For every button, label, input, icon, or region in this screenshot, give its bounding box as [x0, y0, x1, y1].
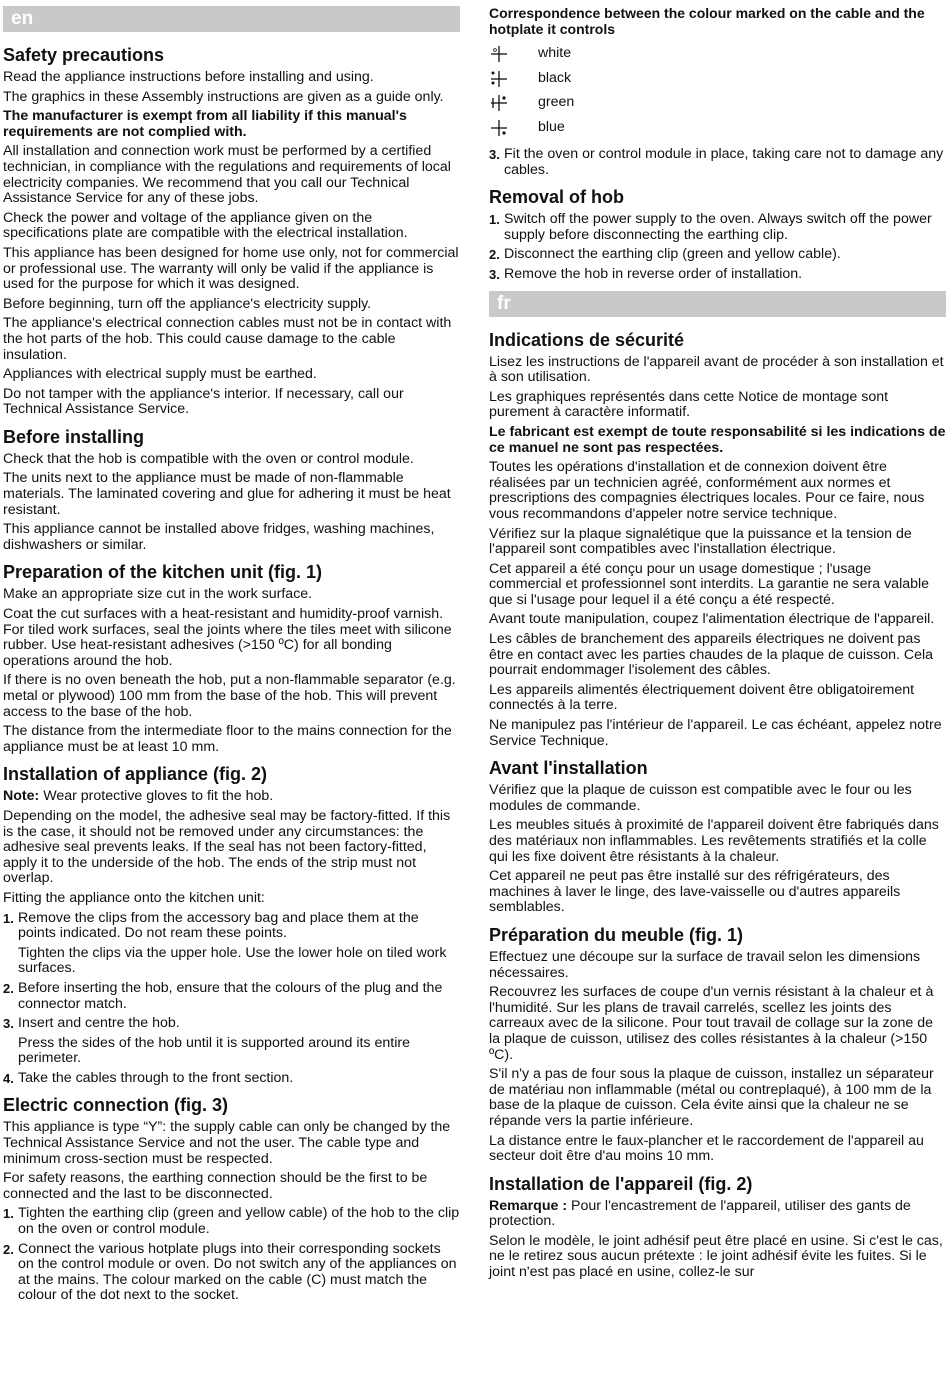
- list-item: [3, 1206, 460, 1237]
- step-subtext: Press the sides of the hob until it is supported around its entire perimeter.: [18, 1034, 410, 1067]
- right-column: [489, 6, 946, 1289]
- liability-notice: Le fabricant est exempt de toute responsabilité si les indications de ce manuel ne sont pas respectées.: [489, 423, 946, 456]
- section-title: Installation de l'appareil (fig. 2): [489, 1173, 753, 1194]
- list-item: [3, 1016, 460, 1032]
- installation-section: [3, 763, 460, 1086]
- paragraph: The units next to the appliance must be made of non-flammable materials. The laminated covering and glue for adhering it must be heat resistant.: [3, 470, 451, 518]
- step-subtext: Tighten the clips via the upper hole. Use the lower hole on tiled work surfaces.: [18, 944, 447, 977]
- note-label: Remarque :: [489, 1197, 568, 1214]
- section-title: Installation of appliance (fig. 2): [3, 764, 268, 785]
- list-item: [3, 1071, 460, 1087]
- paragraph: S'il n'y a pas de four sous la plaque de cuisson, installez un séparateur de matériau non inflammable (métal ou contreplaqué), à 100 mm de la base de la plaque de cuisson. Cela évite ainsi que la chaleur ne se répande vers la partie inférieure.: [489, 1066, 934, 1129]
- paragraph: Before beginning, turn off the appliance's electricity supply.: [3, 295, 372, 312]
- section-title: Electric connection (fig. 3): [3, 1095, 229, 1116]
- paragraph: Coat the cut surfaces with a heat-resistant and humidity-proof varnish. For tiled work surfaces, seal the joints where the tiles meet with silicone rubber. Use heat-resistant adhesives (>150 ºC) for all bonding operations around the hob.: [3, 606, 452, 669]
- step-number: 1.: [3, 910, 14, 926]
- list-item: [489, 247, 946, 263]
- colour-label: blue: [538, 118, 565, 135]
- step-number: 3.: [489, 147, 500, 162]
- english-column: [3, 6, 460, 1312]
- paragraph: La distance entre le faux-plancher et le raccordement de l'appareil au secteur doit être d'au moins 10 mm.: [489, 1132, 924, 1165]
- section-title: Removal of hob: [489, 187, 625, 208]
- paragraph: Make an appropriate size cut in the work surface.: [3, 586, 313, 603]
- step-number: 3.: [489, 266, 500, 282]
- step-text: Switch off the power supply to the oven. Always switch off the power supply before disconnecting the earthing clip.: [504, 211, 932, 243]
- fr-installation-section: [489, 1173, 946, 1281]
- paragraph: Check that the hob is compatible with the oven or control module.: [3, 450, 414, 467]
- list-item: [3, 911, 460, 942]
- paragraph: Les appareils alimentés électriquement doivent être obligatoirement connectés à la terre.: [489, 681, 915, 714]
- hotplate-rear-right-icon: [489, 92, 509, 112]
- paragraph: Read the appliance instructions before installing and using.: [3, 69, 374, 85]
- list-item: [489, 212, 946, 243]
- fr-before-installing-section: [489, 757, 946, 916]
- section-title: Safety precautions: [3, 45, 165, 65]
- paragraph: Les câbles de branchement des appareils électriques ne doivent pas être en contact avec les parties chaudes de la plaque de cuisson. Cela pourrait endommager l'isolement des câbles.: [489, 631, 934, 679]
- step-text: Before inserting the hob, ensure that the colours of the plug and the connector match.: [18, 979, 443, 1012]
- step-text: Tighten the earthing clip (green and yellow cable) of the hob to the clip on the oven or control module.: [18, 1205, 460, 1238]
- paragraph: Ne manipulez pas l'intérieur de l'appareil. Le cas échéant, appelez notre Service Technique.: [489, 717, 942, 749]
- section-title: Préparation du meuble (fig. 1): [489, 924, 744, 945]
- section-title: Indications de sécurité: [489, 329, 685, 350]
- correspondence-title: Correspondence between the colour marked on the cable and the hotplate it controls: [489, 5, 925, 37]
- note: [489, 1199, 946, 1230]
- paragraph: The graphics in these Assembly instructions are given as a guide only.: [3, 88, 444, 105]
- note: [3, 789, 460, 805]
- language-header-en: en: [3, 6, 460, 32]
- paragraph: Do not tamper with the appliance's interior. If necessary, call our Technical Assistance Service.: [3, 385, 404, 418]
- paragraph: Check the power and voltage of the appliance given on the specifications plate are compatible with the electrical installation.: [3, 209, 408, 242]
- paragraph: Cet appareil a été conçu pour un usage domestique ; l'usage commercial et professionnel sont interdits. La garantie ne sera valable que si l'usage pour lequel il a été conçu a été respecté.: [489, 560, 930, 608]
- step-number: 3.: [3, 1016, 14, 1032]
- paragraph: If there is no oven beneath the hob, put a non-flammable separator (e.g. metal or plywood) 100 mm from the base of the hob. This will prevent access to the base of the hob.: [3, 672, 456, 720]
- paragraph: The distance from the intermediate floor to the mains connection for the appliance must be at least 10 mm.: [3, 723, 452, 755]
- paragraph: All installation and connection work must be performed by a certified technician, in compliance with the regulations and requirements of local electricity companies. We recommend that you call our Technical Assistance Service for any of these jobs.: [3, 143, 451, 207]
- paragraph: Vérifiez sur la plaque signalétique que la puissance et la tension de l'appareil sont compatibles avec l'installation électrique.: [489, 525, 912, 558]
- removal-section: [489, 186, 946, 282]
- paragraph: For safety reasons, the earthing connection should be the first to be connected and the last to be disconnected.: [3, 1170, 428, 1202]
- paragraph: Les graphiques représentés dans cette Notice de montage sont purement à caractère informatif.: [489, 388, 889, 421]
- list-item: [3, 981, 460, 1012]
- hotplate-front-right-icon: [489, 117, 509, 137]
- paragraph: Selon le modèle, le joint adhésif peut être placé en usine. Si c'est le cas, ne le retirez sous aucun prétexte : le joint adhésif évite les fuites. Si le joint n'est pas placé en usine, collez-le sur: [489, 1232, 943, 1281]
- colour-row-black: [489, 66, 946, 91]
- list-item: [3, 1242, 460, 1304]
- colour-label: white: [538, 45, 572, 62]
- correspondence-section: [489, 6, 946, 178]
- paragraph: This appliance has been designed for home use only, not for commercial or professional use. The warranty will only be valid if the appliance is used for the purpose for which it was designed.: [3, 244, 459, 293]
- step-text: Connect the various hotplate plugs into their corresponding sockets on the control module or oven. Do not switch any of the appliances on at the mains. The colour marked on the cable (C) must match the colour of the dot next to the socket.: [18, 1240, 457, 1304]
- paragraph: This appliance cannot be installed above fridges, washing machines, dishwashers or similar.: [3, 521, 435, 553]
- note-text: Pour l'encastrement de l'appareil, utiliser des gants de protection.: [489, 1197, 911, 1230]
- step-number: 2.: [489, 247, 500, 263]
- list-item: [489, 267, 946, 283]
- colour-row-blue: [489, 115, 946, 140]
- hotplate-rear-left-icon: [489, 43, 509, 63]
- liability-notice: The manufacturer is exempt from all liability if this manual's requirements are not complied with.: [3, 108, 407, 140]
- note-text: Wear protective gloves to fit the hob.: [39, 788, 274, 805]
- colour-legend: [489, 41, 946, 139]
- paragraph: Vérifiez que la plaque de cuisson est compatible avec le four ou les modules de commande.: [489, 782, 912, 814]
- note-label: Note:: [3, 788, 40, 805]
- step-number: 4.: [3, 1070, 14, 1086]
- fr-preparation-section: [489, 924, 946, 1165]
- paragraph: Fitting the appliance onto the kitchen unit:: [3, 889, 265, 906]
- fr-safety-section: [489, 329, 946, 750]
- paragraph: Toutes les opérations d'installation et de connexion doivent être réalisées par un technicien agréé, conformément aux normes et prescriptions des compagnies électriques locales. Pour ce faire, nous vous recommandons d'appeler notre service technique.: [489, 459, 925, 522]
- safety-section: [3, 44, 460, 418]
- paragraph: This appliance is type “Y”: the supply cable can only be changed by the Technical Assistance Service and not the user. The cable type and minimum cross-section must be respected.: [3, 1119, 451, 1167]
- paragraph: Les meubles situés à proximité de l'appareil doivent être fabriqués dans des matériaux non inflammables. Les revêtements stratifiés et la colle qui les fixe doivent être résistants à la chaleur.: [489, 817, 939, 865]
- step-text: Insert and centre the hob.: [18, 1015, 180, 1032]
- list-item: [489, 147, 946, 178]
- colour-row-white: [489, 41, 946, 66]
- paragraph: Depending on the model, the adhesive seal may be factory-fitted. If this is the case, it should not be removed under any circumstances: the adhesive seal prevents leaks. If the seal has not been factory-fitted, apply it to the underside of the hob. The ends of the strip must not overlap.: [3, 807, 451, 887]
- electric-connection-section: [3, 1094, 460, 1304]
- step-number: 2.: [3, 1241, 14, 1257]
- paragraph: The appliance's electrical connection cables must not be in contact with the hot parts of the hob. This could cause damage to the cable insulation.: [3, 315, 452, 363]
- paragraph: Recouvrez les surfaces de coupe d'un vernis résistant à la chaleur et à l'humidité. Sur les plans de travail carrelés, scellez les joints des carreaux avec de la silicone. Pour tout travail de collage sur la zone de la plaque de cuisson, utilisez des colles résistantes à la chaleur (>150 ºC).: [489, 984, 934, 1063]
- language-header-fr: fr: [489, 291, 946, 317]
- step-text: Take the cables through to the front section.: [18, 1069, 294, 1086]
- hotplate-front-left-icon: [489, 68, 509, 88]
- step-text: Remove the hob in reverse order of installation.: [504, 265, 803, 282]
- paragraph: Effectuez une découpe sur la surface de travail selon les dimensions nécessaires.: [489, 948, 921, 981]
- step-text: Remove the clips from the accessory bag and place them at the points indicated. Do not ream these points.: [18, 909, 419, 942]
- paragraph: Avant toute manipulation, coupez l'alimentation électrique de l'appareil.: [489, 611, 935, 628]
- step-text: Fit the oven or control module in place, taking care not to damage any cables.: [504, 146, 944, 178]
- section-title: Before installing: [3, 426, 145, 447]
- preparation-section: [3, 561, 460, 755]
- section-title: Preparation of the kitchen unit (fig. 1): [3, 562, 323, 583]
- colour-row-green: [489, 90, 946, 115]
- colour-label: black: [538, 69, 572, 86]
- step-number: 2.: [3, 980, 14, 996]
- before-installing-section: [3, 426, 460, 554]
- colour-label: green: [538, 94, 575, 111]
- paragraph: Cet appareil ne peut pas être installé sur des réfrigérateurs, des machines à laver le linge, des lave-vaisselle ou d'autres appareils semblables.: [489, 868, 901, 916]
- step-number: 1.: [3, 1206, 14, 1222]
- step-text: Disconnect the earthing clip (green and yellow cable).: [504, 246, 841, 263]
- section-title: Avant l'installation: [489, 758, 648, 779]
- paragraph: Appliances with electrical supply must be earthed.: [3, 366, 317, 383]
- step-number: 1.: [489, 212, 500, 228]
- paragraph: Lisez les instructions de l'appareil avant de procéder à son installation et à son utilisation.: [489, 353, 944, 386]
